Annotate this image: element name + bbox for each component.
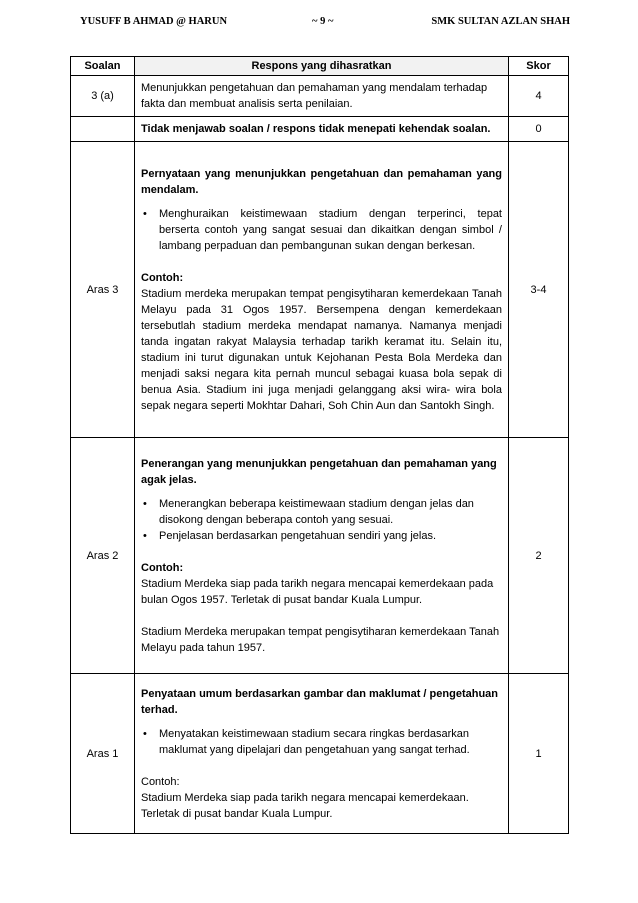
- example-text: Stadium Merdeka siap pada tarikh negara mencapai kemerdekaan pada bulan Ogos 1957. Terletak di pusat bandar Kuala Lumpur.: [141, 577, 494, 606]
- level-heading: Pernyataan yang menunjukkan pengetahuan dan pemahaman yang mendalam.: [141, 167, 502, 196]
- level-label-aras2: Aras 2: [71, 438, 135, 674]
- example-text: Stadium merdeka merupakan tempat pengisytiharan kemerdekaan Tanah Melayu pada 31 Ogos 1957. Bersempena dengan kemerdekaan tersebutlah stadium merdeka mendapat namanya. Namanya menjadi tanda ingatan rakyat Malaysia terhadap tarikh keramat itu. Selain itu, stadium ini turut digunakan untuk Kejohanan Pesta Bola Merdeka dan menjadi saksi negara kita pernah muncul sebagai kuasa bola sepak di benua Asia. Stadium ini juga menjadi gelanggang aksi wira- wira bola sepak negara seperti Mokhtar Dahari, Soh Chin Aun dan Santokh Singh.: [141, 287, 502, 412]
- question-response: Menunjukkan pengetahuan dan pemahaman yang mendalam terhadap fakta dan membuat analisis serta penilaian.: [135, 76, 509, 117]
- question-number: 3 (a): [71, 76, 135, 117]
- list-item: • Menyatakan keistimewaan stadium secara ringkas berdasarkan maklumat yang dipelajari dan pengetahuan yang sangat terhad.: [143, 727, 470, 756]
- level-label-aras1: Aras 1: [71, 674, 135, 834]
- header-author: YUSUFF B AHMAD @ HARUN: [80, 16, 228, 27]
- list-item: • Menerangkan beberapa keistimewaan stadium dengan jelas dan disokong dengan beberapa contoh yang sesuai.: [143, 497, 474, 526]
- level-label-aras3: Aras 3: [71, 142, 135, 438]
- criteria-list: [141, 206, 502, 254]
- header-school: SMK SULTAN AZLAN SHAH: [431, 16, 570, 27]
- column-header-skor: Skor: [509, 57, 569, 76]
- bullet-icon: •: [143, 207, 147, 220]
- list-item: • Penjelasan berdasarkan pengetahuan sendiri yang jelas.: [143, 529, 437, 542]
- rubric-table: [70, 56, 569, 834]
- no-answer-response: Tidak menjawab soalan / respons tidak menepati kehendak soalan.: [135, 117, 509, 142]
- table-row-aras3: [71, 142, 569, 438]
- table-row-aras2: [71, 438, 569, 674]
- example-text-2: Stadium Merdeka merupakan tempat pengisytiharan kemerdekaan Tanah Melayu pada tahun 1957.: [141, 625, 500, 654]
- table-row-no-answer: [71, 117, 569, 142]
- level-score-aras2: 2: [509, 438, 569, 674]
- example-label: Contoh:: [141, 271, 184, 284]
- no-answer-score: 0: [509, 117, 569, 142]
- header-page-number: ~ 9 ~: [312, 16, 334, 27]
- table-row-question: [71, 76, 569, 117]
- example-label: Contoh:: [141, 775, 180, 788]
- example-label: Contoh:: [141, 561, 184, 574]
- criteria-list: [141, 496, 502, 544]
- level-content-aras1: [135, 674, 509, 834]
- column-header-soalan: Soalan: [71, 57, 135, 76]
- bullet-icon: •: [143, 727, 147, 740]
- level-heading: Penyataan umum berdasarkan gambar dan maklumat / pengetahuan terhad.: [141, 687, 498, 716]
- level-score-aras1: 1: [509, 674, 569, 834]
- level-heading: Penerangan yang menunjukkan pengetahuan dan pemahaman yang agak jelas.: [141, 457, 497, 486]
- level-content-aras3: [135, 142, 509, 438]
- question-score: 4: [509, 76, 569, 117]
- page-header: [80, 16, 570, 32]
- column-header-respons: Respons yang dihasratkan: [135, 57, 509, 76]
- table-header-row: [71, 57, 569, 76]
- empty-cell: [71, 117, 135, 142]
- table-row-aras1: [71, 674, 569, 834]
- bullet-icon: •: [143, 497, 147, 510]
- bullet-icon: •: [143, 529, 147, 542]
- criteria-list: [141, 726, 502, 758]
- list-item: • Menghuraikan keistimewaan stadium dengan terperinci, tepat berserta contoh yang sangat sesuai dan dikaitkan dengan simbol / lambang perpaduan dan pembangunan sukan dengan berkesan.: [143, 207, 502, 252]
- level-score-aras3: 3-4: [509, 142, 569, 438]
- example-text: Stadium Merdeka siap pada tarikh negara mencapai kemerdekaan. Terletak di pusat bandar Kuala Lumpur.: [141, 791, 469, 820]
- level-content-aras2: [135, 438, 509, 674]
